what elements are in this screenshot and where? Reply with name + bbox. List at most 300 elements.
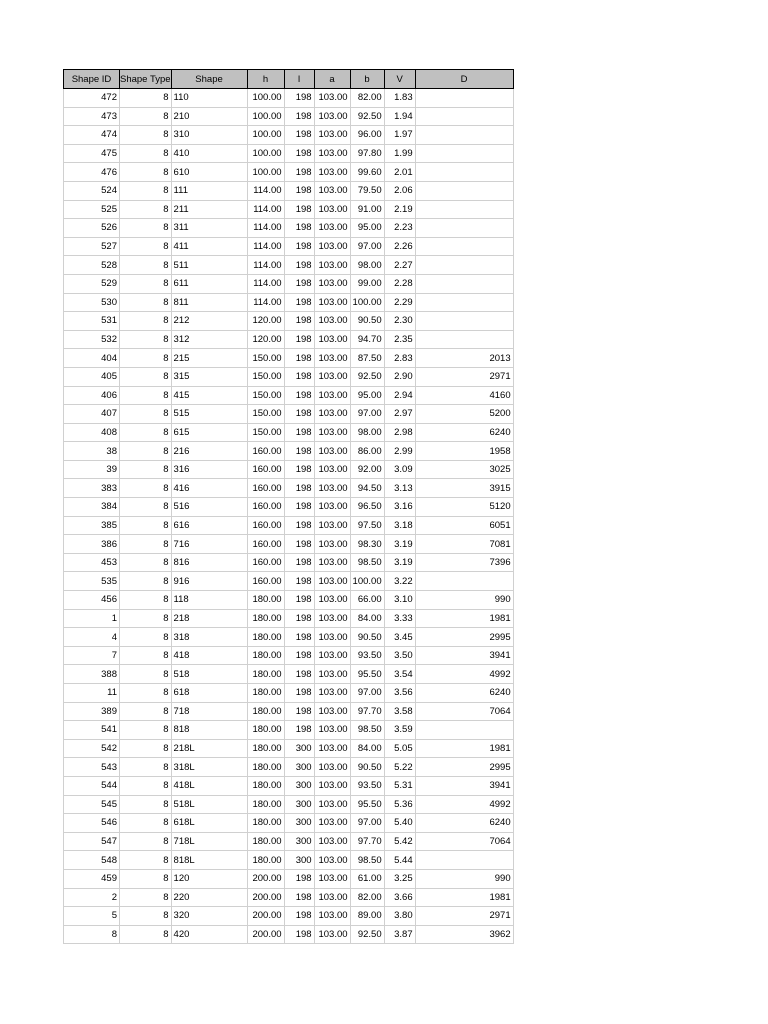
cell-a[interactable]: 103.00	[314, 442, 350, 461]
cell-v[interactable]: 3.19	[384, 535, 415, 554]
cell-d[interactable]	[415, 237, 513, 256]
cell-shape-id[interactable]: 5	[64, 907, 120, 926]
cell-v[interactable]: 2.35	[384, 330, 415, 349]
column-header-l[interactable]: l	[284, 70, 314, 89]
cell-shape[interactable]: 818L	[171, 851, 247, 870]
cell-l[interactable]: 198	[284, 256, 314, 275]
cell-shape-type[interactable]: 8	[120, 721, 172, 740]
cell-l[interactable]: 198	[284, 516, 314, 535]
cell-h[interactable]: 114.00	[247, 200, 284, 219]
column-header-shape-id[interactable]: Shape ID	[64, 70, 120, 89]
cell-d[interactable]	[415, 219, 513, 238]
cell-shape[interactable]: 216	[171, 442, 247, 461]
cell-shape-type[interactable]: 8	[120, 312, 172, 331]
cell-l[interactable]: 198	[284, 405, 314, 424]
cell-h[interactable]: 180.00	[247, 684, 284, 703]
cell-a[interactable]: 103.00	[314, 739, 350, 758]
cell-shape-id[interactable]: 459	[64, 869, 120, 888]
cell-shape[interactable]: 718L	[171, 832, 247, 851]
cell-shape-id[interactable]: 38	[64, 442, 120, 461]
cell-l[interactable]: 198	[284, 274, 314, 293]
cell-h[interactable]: 114.00	[247, 237, 284, 256]
cell-v[interactable]: 3.33	[384, 609, 415, 628]
cell-l[interactable]: 198	[284, 89, 314, 108]
cell-v[interactable]: 2.23	[384, 219, 415, 238]
cell-l[interactable]: 198	[284, 144, 314, 163]
cell-v[interactable]: 2.97	[384, 405, 415, 424]
cell-shape-type[interactable]: 8	[120, 795, 172, 814]
cell-a[interactable]: 103.00	[314, 553, 350, 572]
cell-h[interactable]: 180.00	[247, 665, 284, 684]
cell-l[interactable]: 300	[284, 814, 314, 833]
cell-l[interactable]: 198	[284, 312, 314, 331]
cell-a[interactable]: 103.00	[314, 646, 350, 665]
cell-d[interactable]	[415, 572, 513, 591]
cell-v[interactable]: 2.30	[384, 312, 415, 331]
cell-shape-type[interactable]: 8	[120, 776, 172, 795]
cell-a[interactable]: 103.00	[314, 163, 350, 182]
cell-a[interactable]: 103.00	[314, 89, 350, 108]
cell-l[interactable]: 198	[284, 442, 314, 461]
cell-h[interactable]: 180.00	[247, 628, 284, 647]
cell-shape-type[interactable]: 8	[120, 684, 172, 703]
cell-shape-id[interactable]: 545	[64, 795, 120, 814]
cell-shape-type[interactable]: 8	[120, 144, 172, 163]
cell-d[interactable]: 1981	[415, 888, 513, 907]
cell-shape[interactable]: 610	[171, 163, 247, 182]
cell-d[interactable]: 3915	[415, 479, 513, 498]
cell-shape-id[interactable]: 476	[64, 163, 120, 182]
cell-a[interactable]: 103.00	[314, 144, 350, 163]
cell-b[interactable]: 84.00	[350, 609, 384, 628]
cell-b[interactable]: 95.00	[350, 219, 384, 238]
cell-l[interactable]: 198	[284, 628, 314, 647]
cell-shape[interactable]: 816	[171, 553, 247, 572]
cell-l[interactable]: 300	[284, 776, 314, 795]
cell-shape[interactable]: 418	[171, 646, 247, 665]
cell-shape-type[interactable]: 8	[120, 107, 172, 126]
cell-l[interactable]: 198	[284, 479, 314, 498]
cell-b[interactable]: 79.50	[350, 181, 384, 200]
cell-shape-id[interactable]: 475	[64, 144, 120, 163]
column-header-v[interactable]: V	[384, 70, 415, 89]
cell-d[interactable]	[415, 851, 513, 870]
cell-shape[interactable]: 518	[171, 665, 247, 684]
cell-shape[interactable]: 110	[171, 89, 247, 108]
cell-l[interactable]: 198	[284, 907, 314, 926]
cell-l[interactable]: 198	[284, 925, 314, 944]
cell-shape-id[interactable]: 456	[64, 591, 120, 610]
cell-b[interactable]: 89.00	[350, 907, 384, 926]
cell-a[interactable]: 103.00	[314, 795, 350, 814]
cell-shape[interactable]: 618L	[171, 814, 247, 833]
cell-shape-id[interactable]: 406	[64, 386, 120, 405]
cell-shape[interactable]: 210	[171, 107, 247, 126]
cell-h[interactable]: 180.00	[247, 758, 284, 777]
cell-b[interactable]: 61.00	[350, 869, 384, 888]
cell-shape[interactable]: 410	[171, 144, 247, 163]
cell-a[interactable]: 103.00	[314, 367, 350, 386]
cell-l[interactable]: 198	[284, 721, 314, 740]
cell-v[interactable]: 1.97	[384, 126, 415, 145]
cell-a[interactable]: 103.00	[314, 814, 350, 833]
cell-shape-type[interactable]: 8	[120, 479, 172, 498]
cell-h[interactable]: 114.00	[247, 219, 284, 238]
cell-v[interactable]: 3.16	[384, 498, 415, 517]
cell-h[interactable]: 100.00	[247, 163, 284, 182]
cell-d[interactable]: 3962	[415, 925, 513, 944]
cell-d[interactable]	[415, 721, 513, 740]
cell-shape-id[interactable]: 546	[64, 814, 120, 833]
cell-v[interactable]: 1.94	[384, 107, 415, 126]
cell-b[interactable]: 87.50	[350, 349, 384, 368]
cell-v[interactable]: 3.54	[384, 665, 415, 684]
cell-a[interactable]: 103.00	[314, 721, 350, 740]
cell-shape-id[interactable]: 386	[64, 535, 120, 554]
cell-l[interactable]: 198	[284, 181, 314, 200]
cell-h[interactable]: 150.00	[247, 405, 284, 424]
cell-d[interactable]	[415, 107, 513, 126]
cell-v[interactable]: 3.58	[384, 702, 415, 721]
cell-l[interactable]: 198	[284, 888, 314, 907]
cell-l[interactable]: 300	[284, 795, 314, 814]
cell-l[interactable]: 198	[284, 684, 314, 703]
cell-d[interactable]: 7064	[415, 832, 513, 851]
cell-l[interactable]: 198	[284, 609, 314, 628]
cell-b[interactable]: 92.50	[350, 925, 384, 944]
cell-a[interactable]: 103.00	[314, 330, 350, 349]
cell-shape[interactable]: 416	[171, 479, 247, 498]
cell-l[interactable]: 198	[284, 126, 314, 145]
cell-l[interactable]: 198	[284, 367, 314, 386]
cell-h[interactable]: 150.00	[247, 423, 284, 442]
cell-h[interactable]: 150.00	[247, 367, 284, 386]
cell-shape-type[interactable]: 8	[120, 888, 172, 907]
cell-l[interactable]: 198	[284, 572, 314, 591]
cell-shape-id[interactable]: 474	[64, 126, 120, 145]
cell-h[interactable]: 160.00	[247, 516, 284, 535]
cell-d[interactable]: 1981	[415, 739, 513, 758]
cell-h[interactable]: 160.00	[247, 479, 284, 498]
cell-shape[interactable]: 420	[171, 925, 247, 944]
cell-d[interactable]: 3941	[415, 646, 513, 665]
cell-shape-type[interactable]: 8	[120, 423, 172, 442]
cell-a[interactable]: 103.00	[314, 776, 350, 795]
cell-d[interactable]: 2995	[415, 628, 513, 647]
cell-a[interactable]: 103.00	[314, 907, 350, 926]
cell-a[interactable]: 103.00	[314, 219, 350, 238]
cell-b[interactable]: 95.50	[350, 665, 384, 684]
cell-shape-type[interactable]: 8	[120, 758, 172, 777]
cell-h[interactable]: 180.00	[247, 795, 284, 814]
cell-shape-id[interactable]: 532	[64, 330, 120, 349]
cell-a[interactable]: 103.00	[314, 869, 350, 888]
cell-d[interactable]	[415, 256, 513, 275]
cell-d[interactable]: 5200	[415, 405, 513, 424]
cell-v[interactable]: 2.90	[384, 367, 415, 386]
cell-shape[interactable]: 218L	[171, 739, 247, 758]
cell-b[interactable]: 97.70	[350, 832, 384, 851]
cell-b[interactable]: 82.00	[350, 89, 384, 108]
cell-shape-type[interactable]: 8	[120, 609, 172, 628]
cell-b[interactable]: 100.00	[350, 293, 384, 312]
cell-h[interactable]: 114.00	[247, 293, 284, 312]
cell-l[interactable]: 198	[284, 535, 314, 554]
cell-h[interactable]: 160.00	[247, 553, 284, 572]
cell-b[interactable]: 97.00	[350, 684, 384, 703]
cell-v[interactable]: 2.98	[384, 423, 415, 442]
cell-shape-id[interactable]: 405	[64, 367, 120, 386]
cell-shape-id[interactable]: 547	[64, 832, 120, 851]
cell-b[interactable]: 92.00	[350, 460, 384, 479]
cell-a[interactable]: 103.00	[314, 479, 350, 498]
cell-shape-type[interactable]: 8	[120, 126, 172, 145]
cell-shape-id[interactable]: 2	[64, 888, 120, 907]
cell-shape-id[interactable]: 4	[64, 628, 120, 647]
cell-l[interactable]: 198	[284, 498, 314, 517]
cell-v[interactable]: 2.83	[384, 349, 415, 368]
cell-shape-id[interactable]: 1	[64, 609, 120, 628]
cell-l[interactable]: 198	[284, 293, 314, 312]
cell-b[interactable]: 98.00	[350, 423, 384, 442]
cell-shape[interactable]: 716	[171, 535, 247, 554]
cell-shape-type[interactable]: 8	[120, 293, 172, 312]
cell-shape[interactable]: 315	[171, 367, 247, 386]
cell-h[interactable]: 114.00	[247, 274, 284, 293]
cell-d[interactable]: 3941	[415, 776, 513, 795]
cell-h[interactable]: 100.00	[247, 89, 284, 108]
cell-shape[interactable]: 318L	[171, 758, 247, 777]
cell-b[interactable]: 92.50	[350, 367, 384, 386]
cell-v[interactable]: 3.25	[384, 869, 415, 888]
cell-v[interactable]: 3.45	[384, 628, 415, 647]
cell-shape-type[interactable]: 8	[120, 330, 172, 349]
cell-shape-type[interactable]: 8	[120, 553, 172, 572]
cell-h[interactable]: 200.00	[247, 888, 284, 907]
cell-v[interactable]: 3.22	[384, 572, 415, 591]
cell-h[interactable]: 160.00	[247, 572, 284, 591]
cell-shape-type[interactable]: 8	[120, 498, 172, 517]
cell-a[interactable]: 103.00	[314, 200, 350, 219]
cell-shape-id[interactable]: 542	[64, 739, 120, 758]
cell-l[interactable]: 198	[284, 386, 314, 405]
cell-a[interactable]: 103.00	[314, 851, 350, 870]
cell-h[interactable]: 114.00	[247, 181, 284, 200]
cell-shape[interactable]: 320	[171, 907, 247, 926]
cell-shape-type[interactable]: 8	[120, 386, 172, 405]
cell-a[interactable]: 103.00	[314, 386, 350, 405]
cell-shape-id[interactable]: 7	[64, 646, 120, 665]
cell-l[interactable]: 198	[284, 553, 314, 572]
cell-h[interactable]: 180.00	[247, 776, 284, 795]
cell-shape[interactable]: 811	[171, 293, 247, 312]
cell-shape[interactable]: 318	[171, 628, 247, 647]
cell-d[interactable]: 990	[415, 591, 513, 610]
cell-l[interactable]: 300	[284, 851, 314, 870]
cell-h[interactable]: 180.00	[247, 721, 284, 740]
cell-shape[interactable]: 616	[171, 516, 247, 535]
cell-shape-id[interactable]: 548	[64, 851, 120, 870]
cell-d[interactable]: 6240	[415, 423, 513, 442]
cell-shape-id[interactable]: 527	[64, 237, 120, 256]
cell-h[interactable]: 180.00	[247, 609, 284, 628]
cell-shape-id[interactable]: 473	[64, 107, 120, 126]
cell-shape[interactable]: 111	[171, 181, 247, 200]
cell-d[interactable]: 6240	[415, 814, 513, 833]
cell-l[interactable]: 198	[284, 646, 314, 665]
cell-v[interactable]: 2.06	[384, 181, 415, 200]
cell-shape-id[interactable]: 404	[64, 349, 120, 368]
cell-d[interactable]	[415, 293, 513, 312]
cell-shape-type[interactable]: 8	[120, 851, 172, 870]
cell-shape[interactable]: 818	[171, 721, 247, 740]
cell-v[interactable]: 3.10	[384, 591, 415, 610]
cell-l[interactable]: 198	[284, 460, 314, 479]
cell-shape-type[interactable]: 8	[120, 591, 172, 610]
cell-d[interactable]: 5120	[415, 498, 513, 517]
cell-d[interactable]: 2995	[415, 758, 513, 777]
cell-d[interactable]: 3025	[415, 460, 513, 479]
cell-shape-id[interactable]: 384	[64, 498, 120, 517]
cell-shape[interactable]: 611	[171, 274, 247, 293]
cell-a[interactable]: 103.00	[314, 516, 350, 535]
cell-a[interactable]: 103.00	[314, 181, 350, 200]
cell-h[interactable]: 160.00	[247, 498, 284, 517]
cell-d[interactable]: 6240	[415, 684, 513, 703]
cell-d[interactable]	[415, 312, 513, 331]
cell-b[interactable]: 96.50	[350, 498, 384, 517]
cell-shape-type[interactable]: 8	[120, 925, 172, 944]
cell-v[interactable]: 5.42	[384, 832, 415, 851]
cell-shape-id[interactable]: 383	[64, 479, 120, 498]
cell-l[interactable]: 198	[284, 163, 314, 182]
cell-shape[interactable]: 120	[171, 869, 247, 888]
cell-shape-type[interactable]: 8	[120, 572, 172, 591]
cell-v[interactable]: 2.26	[384, 237, 415, 256]
cell-shape-id[interactable]: 524	[64, 181, 120, 200]
cell-a[interactable]: 103.00	[314, 888, 350, 907]
cell-shape-type[interactable]: 8	[120, 869, 172, 888]
cell-shape-id[interactable]: 385	[64, 516, 120, 535]
cell-b[interactable]: 97.50	[350, 516, 384, 535]
cell-v[interactable]: 3.50	[384, 646, 415, 665]
cell-h[interactable]: 120.00	[247, 312, 284, 331]
cell-v[interactable]: 3.19	[384, 553, 415, 572]
cell-v[interactable]: 2.01	[384, 163, 415, 182]
cell-shape-id[interactable]: 39	[64, 460, 120, 479]
cell-h[interactable]: 160.00	[247, 535, 284, 554]
cell-l[interactable]: 198	[284, 591, 314, 610]
cell-d[interactable]	[415, 126, 513, 145]
cell-h[interactable]: 200.00	[247, 869, 284, 888]
cell-shape-type[interactable]: 8	[120, 646, 172, 665]
cell-a[interactable]: 103.00	[314, 925, 350, 944]
cell-d[interactable]	[415, 200, 513, 219]
cell-shape[interactable]: 212	[171, 312, 247, 331]
cell-d[interactable]: 6051	[415, 516, 513, 535]
cell-d[interactable]	[415, 330, 513, 349]
column-header-a[interactable]: a	[314, 70, 350, 89]
cell-h[interactable]: 100.00	[247, 126, 284, 145]
cell-b[interactable]: 94.50	[350, 479, 384, 498]
cell-a[interactable]: 103.00	[314, 126, 350, 145]
cell-l[interactable]: 300	[284, 758, 314, 777]
cell-d[interactable]: 7064	[415, 702, 513, 721]
cell-l[interactable]: 300	[284, 832, 314, 851]
cell-v[interactable]: 2.28	[384, 274, 415, 293]
cell-l[interactable]: 198	[284, 423, 314, 442]
cell-shape[interactable]: 215	[171, 349, 247, 368]
cell-d[interactable]	[415, 89, 513, 108]
cell-h[interactable]: 120.00	[247, 330, 284, 349]
cell-shape-id[interactable]: 531	[64, 312, 120, 331]
cell-shape-id[interactable]: 453	[64, 553, 120, 572]
cell-b[interactable]: 86.00	[350, 442, 384, 461]
cell-shape-type[interactable]: 8	[120, 89, 172, 108]
cell-shape[interactable]: 310	[171, 126, 247, 145]
cell-shape[interactable]: 220	[171, 888, 247, 907]
cell-h[interactable]: 180.00	[247, 646, 284, 665]
cell-v[interactable]: 3.13	[384, 479, 415, 498]
cell-h[interactable]: 180.00	[247, 832, 284, 851]
cell-l[interactable]: 198	[284, 330, 314, 349]
cell-shape-id[interactable]: 11	[64, 684, 120, 703]
cell-l[interactable]: 198	[284, 107, 314, 126]
cell-shape-type[interactable]: 8	[120, 739, 172, 758]
column-header-d[interactable]: D	[415, 70, 513, 89]
cell-v[interactable]: 1.83	[384, 89, 415, 108]
cell-shape-type[interactable]: 8	[120, 181, 172, 200]
cell-d[interactable]: 2971	[415, 367, 513, 386]
cell-v[interactable]: 5.44	[384, 851, 415, 870]
cell-d[interactable]: 4160	[415, 386, 513, 405]
cell-h[interactable]: 100.00	[247, 144, 284, 163]
cell-shape-type[interactable]: 8	[120, 219, 172, 238]
cell-a[interactable]: 103.00	[314, 349, 350, 368]
cell-v[interactable]: 2.27	[384, 256, 415, 275]
cell-d[interactable]: 990	[415, 869, 513, 888]
cell-h[interactable]: 200.00	[247, 907, 284, 926]
cell-a[interactable]: 103.00	[314, 107, 350, 126]
cell-shape-id[interactable]: 535	[64, 572, 120, 591]
cell-b[interactable]: 97.80	[350, 144, 384, 163]
cell-shape-id[interactable]: 541	[64, 721, 120, 740]
cell-shape[interactable]: 418L	[171, 776, 247, 795]
cell-v[interactable]: 3.56	[384, 684, 415, 703]
cell-shape-type[interactable]: 8	[120, 460, 172, 479]
cell-b[interactable]: 91.00	[350, 200, 384, 219]
cell-shape-type[interactable]: 8	[120, 163, 172, 182]
cell-shape-type[interactable]: 8	[120, 516, 172, 535]
cell-v[interactable]: 3.59	[384, 721, 415, 740]
cell-shape-type[interactable]: 8	[120, 367, 172, 386]
cell-b[interactable]: 98.50	[350, 851, 384, 870]
cell-d[interactable]: 1958	[415, 442, 513, 461]
cell-l[interactable]: 198	[284, 665, 314, 684]
cell-d[interactable]	[415, 274, 513, 293]
cell-shape-id[interactable]: 530	[64, 293, 120, 312]
cell-b[interactable]: 98.30	[350, 535, 384, 554]
cell-a[interactable]: 103.00	[314, 293, 350, 312]
cell-d[interactable]	[415, 144, 513, 163]
cell-shape-type[interactable]: 8	[120, 200, 172, 219]
cell-b[interactable]: 92.50	[350, 107, 384, 126]
cell-l[interactable]: 198	[284, 237, 314, 256]
cell-a[interactable]: 103.00	[314, 256, 350, 275]
cell-shape-type[interactable]: 8	[120, 535, 172, 554]
cell-shape-type[interactable]: 8	[120, 405, 172, 424]
cell-shape[interactable]: 411	[171, 237, 247, 256]
